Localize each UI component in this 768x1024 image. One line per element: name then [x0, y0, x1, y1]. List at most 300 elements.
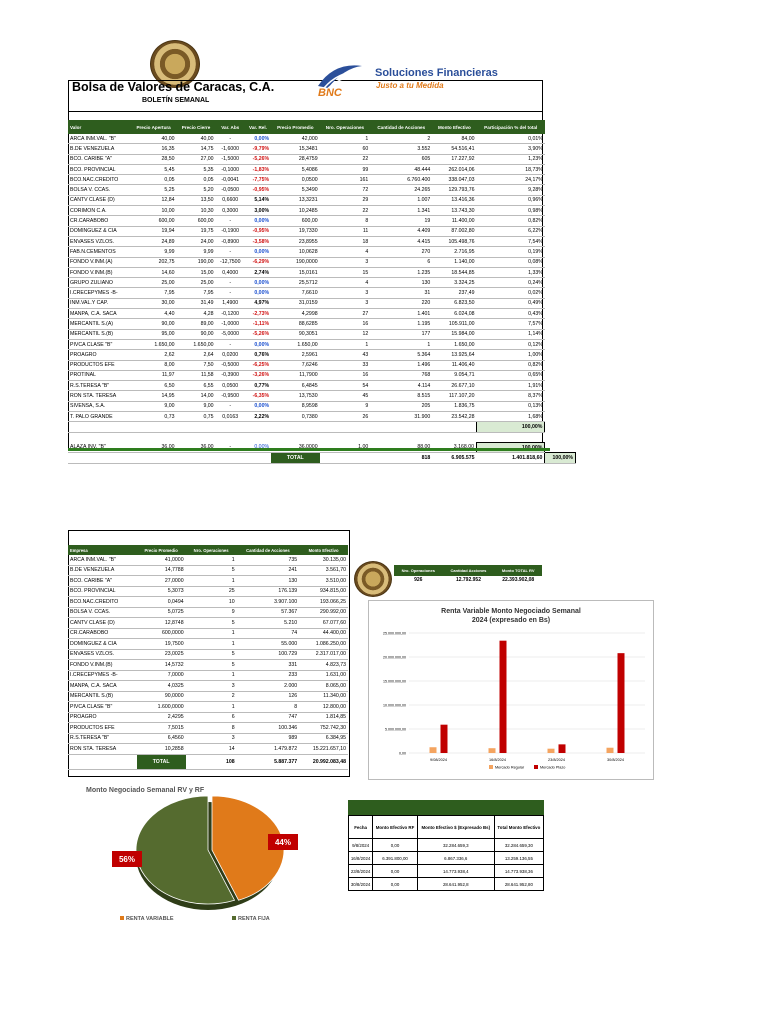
table-cell: 0,12%: [477, 339, 545, 349]
table-cell: 0,3000: [216, 206, 245, 216]
table-cell: R.S.TERESA "B": [68, 381, 131, 391]
table-cell: CR.CARABOBO: [68, 628, 137, 639]
table-cell: 31.900: [370, 412, 432, 422]
empty-cell: [245, 453, 271, 463]
table-cell: 3: [320, 257, 371, 267]
table-row: [68, 298, 576, 308]
summary-table: [394, 565, 542, 584]
table-cell: 0,6600: [216, 195, 245, 205]
table-cell: 0,65%: [477, 370, 545, 380]
table-row: [68, 257, 576, 267]
table-cell: BCO. PROVINCIAL: [68, 586, 137, 597]
table-cell: 13.259.136,55: [494, 852, 543, 865]
table-row: [68, 134, 576, 144]
table-cell: 3: [320, 288, 371, 298]
spacer-row: [68, 432, 576, 442]
table-cell: 33: [320, 360, 371, 370]
table-cell: 99: [320, 164, 371, 174]
table-cell: 0,00%: [245, 401, 271, 411]
table-cell: 14,00: [177, 391, 216, 401]
table-cell: 11,7900: [271, 370, 320, 380]
table-cell: PROAGRO: [68, 712, 137, 723]
table-cell: 9.054,71: [432, 370, 476, 380]
empty-cell: [131, 422, 177, 432]
table-cell: 18,73%: [477, 164, 545, 174]
weekly-table-header-bar: [348, 800, 544, 815]
table-cell: 42,000: [271, 134, 320, 144]
empty-cell: [216, 422, 245, 432]
empty-cell: [370, 422, 432, 432]
table-cell: 331: [237, 660, 299, 671]
brand-name: Soluciones Financieras: [375, 67, 498, 79]
table-cell: 13.925,64: [432, 350, 476, 360]
bvc-seal-logo-small: [354, 561, 392, 597]
table-cell: 0,00%: [245, 278, 271, 288]
empty-cell: [477, 432, 545, 442]
table-cell: 0,0163: [216, 412, 245, 422]
table-cell: 0,00%: [245, 288, 271, 298]
table-cell: 989: [237, 733, 299, 744]
table-cell: 5,4086: [271, 164, 320, 174]
table-cell: 8,00: [131, 360, 177, 370]
total-label: TOTAL: [271, 453, 320, 463]
table-row: [68, 691, 348, 702]
table-cell: 1.401: [370, 309, 432, 319]
table-cell: 2,4295: [137, 712, 186, 723]
table-cell: 4.114: [370, 381, 432, 391]
y-tick-label: 25.000.000,00: [383, 631, 406, 636]
table-cell: 41,0000: [137, 555, 186, 565]
table-row: [68, 733, 348, 744]
bottom-green-bar: [68, 448, 550, 451]
column-header: Precio Apertura: [131, 120, 177, 134]
table-cell: 9: [320, 401, 371, 411]
table-cell: 0,77%: [245, 381, 271, 391]
table-cell: 7,6246: [271, 360, 320, 370]
column-header: Nro. Operaciones: [394, 565, 443, 576]
table-cell: 15,3481: [271, 144, 320, 154]
table-row: [68, 555, 348, 565]
table-cell: 2,5961: [271, 350, 320, 360]
table-cell: 262.014,06: [432, 164, 476, 174]
table-cell: 13,50: [177, 195, 216, 205]
table-row: [68, 565, 348, 576]
table-cell: 126: [237, 691, 299, 702]
fixed-market-table: [68, 545, 348, 770]
table-cell: 8,37%: [477, 391, 545, 401]
table-cell: -12,7500: [216, 257, 245, 267]
table-cell: 0,00%: [245, 216, 271, 226]
table-cell: 2.317.017,00: [299, 649, 348, 660]
table-cell: 15: [320, 267, 371, 277]
table-row: [68, 329, 576, 339]
table-cell: 5,3073: [137, 586, 186, 597]
table-cell: 3: [186, 681, 237, 692]
table-cell: 16/8/2024: [349, 852, 373, 865]
table-cell: 100.346: [237, 723, 299, 734]
empty-cell: [320, 422, 371, 432]
table-row: [68, 236, 576, 246]
bar: [618, 653, 625, 753]
table-cell: 14,60: [131, 267, 177, 277]
table-cell: 27: [320, 309, 371, 319]
table-cell: 8: [237, 702, 299, 713]
column-header: Precio Promedio: [271, 120, 320, 134]
table-cell: 3: [186, 733, 237, 744]
table-cell: 290.992,00: [299, 607, 348, 618]
table-cell: 67.077,60: [299, 618, 348, 629]
table-cell: 1.140,00: [432, 257, 476, 267]
table-cell: 5,20: [177, 185, 216, 195]
table-cell: 5,14%: [245, 195, 271, 205]
table-row: [68, 350, 576, 360]
table-cell: 13.743,30: [432, 206, 476, 216]
table-row: [68, 226, 576, 236]
legend-swatch: [120, 916, 124, 920]
table-cell: 31,49: [177, 298, 216, 308]
table-cell: 12.800,00: [299, 702, 348, 713]
page-title: Bolsa de Valores de Caracas, C.A.: [72, 80, 275, 94]
table-cell: 2,22%: [245, 412, 271, 422]
table-row: [68, 649, 348, 660]
table-cell: -0,3900: [216, 370, 245, 380]
bar: [607, 748, 614, 753]
table-cell: 9,28%: [477, 185, 545, 195]
table-cell: 31,0159: [271, 298, 320, 308]
table-cell: 4,2998: [271, 309, 320, 319]
table-cell: 1: [370, 339, 432, 349]
table-cell: -3,58%: [245, 236, 271, 246]
table-cell: -6,35%: [245, 391, 271, 401]
table-cell: 1: [186, 628, 237, 639]
table-cell: -6,25%: [245, 360, 271, 370]
empty-cell: [320, 432, 371, 442]
table-cell: 130: [237, 576, 299, 587]
empty-cell: [245, 432, 271, 442]
table-cell: 43: [320, 350, 371, 360]
table-cell: 3.510,00: [299, 576, 348, 587]
table-cell: 7,54%: [477, 236, 545, 246]
empty-cell: [216, 432, 245, 442]
table-cell: 24.265: [370, 185, 432, 195]
bar: [489, 748, 496, 753]
table-cell: 0,43%: [477, 309, 545, 319]
table-cell: ENVASES VZLOS.: [68, 236, 131, 246]
table-cell: 6,4845: [271, 381, 320, 391]
bar: [430, 747, 437, 753]
table-cell: CANTV CLASE (D): [68, 195, 131, 205]
table-cell: 54.516,41: [432, 144, 476, 154]
table-cell: 90,00: [177, 329, 216, 339]
column-header: Cantidad Acciones: [443, 565, 495, 576]
table-cell: 48.444: [370, 164, 432, 174]
table-cell: 24,00: [177, 236, 216, 246]
table-cell: -0,9500: [216, 391, 245, 401]
table-cell: PROTINAL: [68, 370, 131, 380]
table-cell: 105.911,00: [432, 319, 476, 329]
table-cell: 8.065,00: [299, 681, 348, 692]
table-row: [68, 370, 576, 380]
table-row: [68, 288, 576, 298]
total-acc: 5.887.377: [237, 754, 299, 769]
empty-cell: [271, 432, 320, 442]
x-tick-label: 16/8/2024: [489, 758, 506, 762]
pct-total-row: [68, 422, 576, 432]
table-cell: 10,2858: [137, 744, 186, 755]
column-header: Cantidad de Acciones: [370, 120, 432, 134]
table-cell: 22: [320, 154, 371, 164]
table-cell: 0,00%: [245, 339, 271, 349]
legend-swatch: [489, 765, 493, 769]
table-cell: FONDO V.INM.(B): [68, 660, 137, 671]
table-row: [68, 144, 576, 154]
empty-cell: [177, 422, 216, 432]
table-cell: -0,1000: [216, 164, 245, 174]
summary-row: [394, 576, 542, 584]
empty-cell: [216, 453, 245, 463]
table-cell: 6,22%: [477, 226, 545, 236]
table-cell: 600,0000: [137, 628, 186, 639]
table-cell: 30.135,00: [299, 555, 348, 565]
table-cell: 14.773.938,4: [417, 865, 494, 878]
table-cell: 7,5015: [137, 723, 186, 734]
table-cell: -0,8900: [216, 236, 245, 246]
table-cell: BCO. CARIBE "A": [68, 576, 137, 587]
legend-swatch: [534, 765, 538, 769]
table-cell: 11,58: [177, 370, 216, 380]
table-cell: 40,00: [177, 134, 216, 144]
table-cell: 29: [320, 195, 371, 205]
table-cell: 1: [320, 339, 371, 349]
chart-title-line: 2024 (expresado en Bs): [471, 617, 551, 624]
table-row: [68, 216, 576, 226]
legend-swatch: [232, 916, 236, 920]
table-cell: 18: [320, 236, 371, 246]
table-cell: 6.867.336,6: [417, 852, 494, 865]
table-cell: -0,95%: [245, 185, 271, 195]
table-cell: 6.760.400: [370, 175, 432, 185]
table-cell: 2,64: [177, 350, 216, 360]
table-cell: 45: [320, 391, 371, 401]
table-cell: 9,99: [177, 247, 216, 257]
x-tick-label: 30/8/2024: [607, 758, 624, 762]
brand-tagline: Justo a tu Medida: [376, 81, 444, 90]
header-row: [394, 565, 542, 576]
empty-cell: [68, 453, 131, 463]
table-cell: ARCA INM.VAL. "B": [68, 134, 131, 144]
table-cell: 84,00: [432, 134, 476, 144]
table-cell: 14: [186, 744, 237, 755]
table-cell: 5: [186, 660, 237, 671]
table-row: [68, 195, 576, 205]
table-cell: 6,55: [177, 381, 216, 391]
table-cell: 40,00: [131, 134, 177, 144]
table-cell: T. PALO GRANDE: [68, 412, 131, 422]
table-cell: BCO. PROVINCIAL: [68, 164, 131, 174]
table-cell: 0,82%: [477, 216, 545, 226]
table-cell: 1.479.872: [237, 744, 299, 755]
table-row: [68, 267, 576, 277]
table-row: [68, 381, 576, 391]
table-cell: 0,0500: [216, 381, 245, 391]
table-cell: 90,3051: [271, 329, 320, 339]
table-cell: 3.561,70: [299, 565, 348, 576]
bar: [441, 725, 448, 753]
table-cell: 7,50: [177, 360, 216, 370]
empty-cell: [245, 422, 271, 432]
table-cell: 19,94: [131, 226, 177, 236]
table-cell: 13,7530: [271, 391, 320, 401]
table-cell: 176.139: [237, 586, 299, 597]
table-cell: 1.814,85: [299, 712, 348, 723]
table-cell: BCO. CARIBE "A": [68, 154, 131, 164]
table-cell: MANPA, C.A. SACA: [68, 309, 131, 319]
table-cell: 87.002,80: [432, 226, 476, 236]
table-cell: -: [216, 401, 245, 411]
table-cell: PIVCA CLASE "B": [68, 339, 131, 349]
table-cell: 6,4560: [137, 733, 186, 744]
table-cell: 5,3490: [271, 185, 320, 195]
total-ops: 818: [370, 453, 432, 463]
table-cell: 24,89: [131, 236, 177, 246]
table-cell: 13,3231: [271, 195, 320, 205]
table-cell: 14.773.938,36: [494, 865, 543, 878]
table-cell: 32.284.659,30: [494, 839, 543, 852]
table-cell: 9,00: [177, 401, 216, 411]
table-cell: 9,00: [131, 401, 177, 411]
column-header: Precio Cierre: [177, 120, 216, 134]
table-cell: DOMINGUEZ & CIA: [68, 639, 137, 650]
table-cell: 605: [370, 154, 432, 164]
empty-cell: [131, 453, 177, 463]
table-cell: 14,5732: [137, 660, 186, 671]
table-cell: 1.650,00: [271, 339, 320, 349]
legend-label: Mercado Regular: [495, 765, 525, 770]
table-cell: 190,0000: [271, 257, 320, 267]
column-header: Precio Promedio: [137, 545, 186, 555]
summary-cell: 926: [414, 577, 423, 583]
total-row: [68, 453, 576, 463]
table-cell: 9/8/2024: [349, 839, 373, 852]
table-cell: 11.340,00: [299, 691, 348, 702]
table-cell: 54: [320, 381, 371, 391]
table-cell: 6,50: [131, 381, 177, 391]
table-cell: 0,01%: [477, 134, 545, 144]
table-cell: 0,00%: [245, 247, 271, 257]
table-cell: 12,8748: [137, 618, 186, 629]
table-cell: 1: [186, 702, 237, 713]
table-row: [68, 628, 348, 639]
table-cell: 0,00%: [245, 134, 271, 144]
table-cell: 1.650,00: [177, 339, 216, 349]
table-cell: -2,73%: [245, 309, 271, 319]
column-header: Nro. Operaciones: [186, 545, 237, 555]
table-cell: 0,13%: [477, 401, 545, 411]
table-cell: 0,08%: [477, 257, 545, 267]
table-cell: 5.364: [370, 350, 432, 360]
column-header: Monto Efectivo RF: [373, 816, 418, 839]
table-cell: 3,90%: [477, 144, 545, 154]
table-cell: 600,00: [271, 216, 320, 226]
table-cell: MERCANTIL S.(B): [68, 691, 137, 702]
table-cell: 5.210: [237, 618, 299, 629]
table-cell: 4,97%: [245, 298, 271, 308]
table-cell: 14,7788: [137, 565, 186, 576]
table-cell: 27,0000: [137, 576, 186, 587]
table-row: [68, 309, 576, 319]
table-cell: 6.384,95: [299, 733, 348, 744]
table-cell: 0,73: [131, 412, 177, 422]
table-cell: 14,95: [131, 391, 177, 401]
table-cell: 15.984,00: [432, 329, 476, 339]
table-cell: CR.CARABOBO: [68, 216, 131, 226]
table-cell: 5: [186, 565, 237, 576]
table-cell: 202,75: [131, 257, 177, 267]
page-subtitle: BOLETÍN SEMANAL: [142, 97, 210, 104]
table-cell: 237,49: [432, 288, 476, 298]
table-cell: -0,0500: [216, 185, 245, 195]
table-cell: 16: [320, 319, 371, 329]
table-cell: -: [216, 216, 245, 226]
table-cell: 4.823,73: [299, 660, 348, 671]
table-row: [68, 391, 576, 401]
table-cell: 12,84: [131, 195, 177, 205]
table-row: [68, 164, 576, 174]
table-cell: 8.515: [370, 391, 432, 401]
header-row: [68, 120, 576, 134]
table-cell: 0,05: [131, 175, 177, 185]
table-row: [68, 712, 348, 723]
empty-cell: [177, 432, 216, 442]
table-row: [68, 670, 348, 681]
table-cell: PROAGRO: [68, 350, 131, 360]
column-header: Var. Rel.: [245, 120, 271, 134]
table-cell: 0,4000: [216, 267, 245, 277]
table-cell: 90,0000: [137, 691, 186, 702]
table-cell: 1.650,00: [432, 339, 476, 349]
table-cell: 15,00: [177, 267, 216, 277]
table-row: [68, 278, 576, 288]
table-cell: 0,7380: [271, 412, 320, 422]
table-cell: 190,00: [177, 257, 216, 267]
y-tick-label: 10.000.000,00: [383, 703, 406, 708]
table-cell: -1,0000: [216, 319, 245, 329]
table-cell: -: [216, 288, 245, 298]
table-cell: 6.391.800,00: [373, 852, 418, 865]
column-header: Monto Efectivo $ (Expresado Bs): [417, 816, 494, 839]
table-row: [68, 681, 348, 692]
table-cell: 1,14%: [477, 329, 545, 339]
table-cell: -: [216, 134, 245, 144]
table-cell: 2,62: [131, 350, 177, 360]
pie-value-label: 56%: [118, 855, 136, 864]
table-cell: 5,0725: [137, 607, 186, 618]
table-cell: PRODUCTOS EFE: [68, 723, 137, 734]
empty-cell: [370, 432, 432, 442]
table-cell: 0,96%: [477, 195, 545, 205]
table-row: [349, 839, 544, 852]
table-cell: 0,75: [177, 412, 216, 422]
table-cell: 1,68%: [477, 412, 545, 422]
table-cell: 90,00: [131, 319, 177, 329]
table-cell: 7,6610: [271, 288, 320, 298]
table-cell: 0,00: [373, 865, 418, 878]
chart-title-line: Renta Variable Monto Negociado Semanal: [441, 608, 581, 615]
table-cell: 10,00: [131, 206, 177, 216]
table-cell: BCO.NAC.CREDITO: [68, 175, 131, 185]
table-row: [68, 597, 348, 608]
table-cell: 117.107,20: [432, 391, 476, 401]
